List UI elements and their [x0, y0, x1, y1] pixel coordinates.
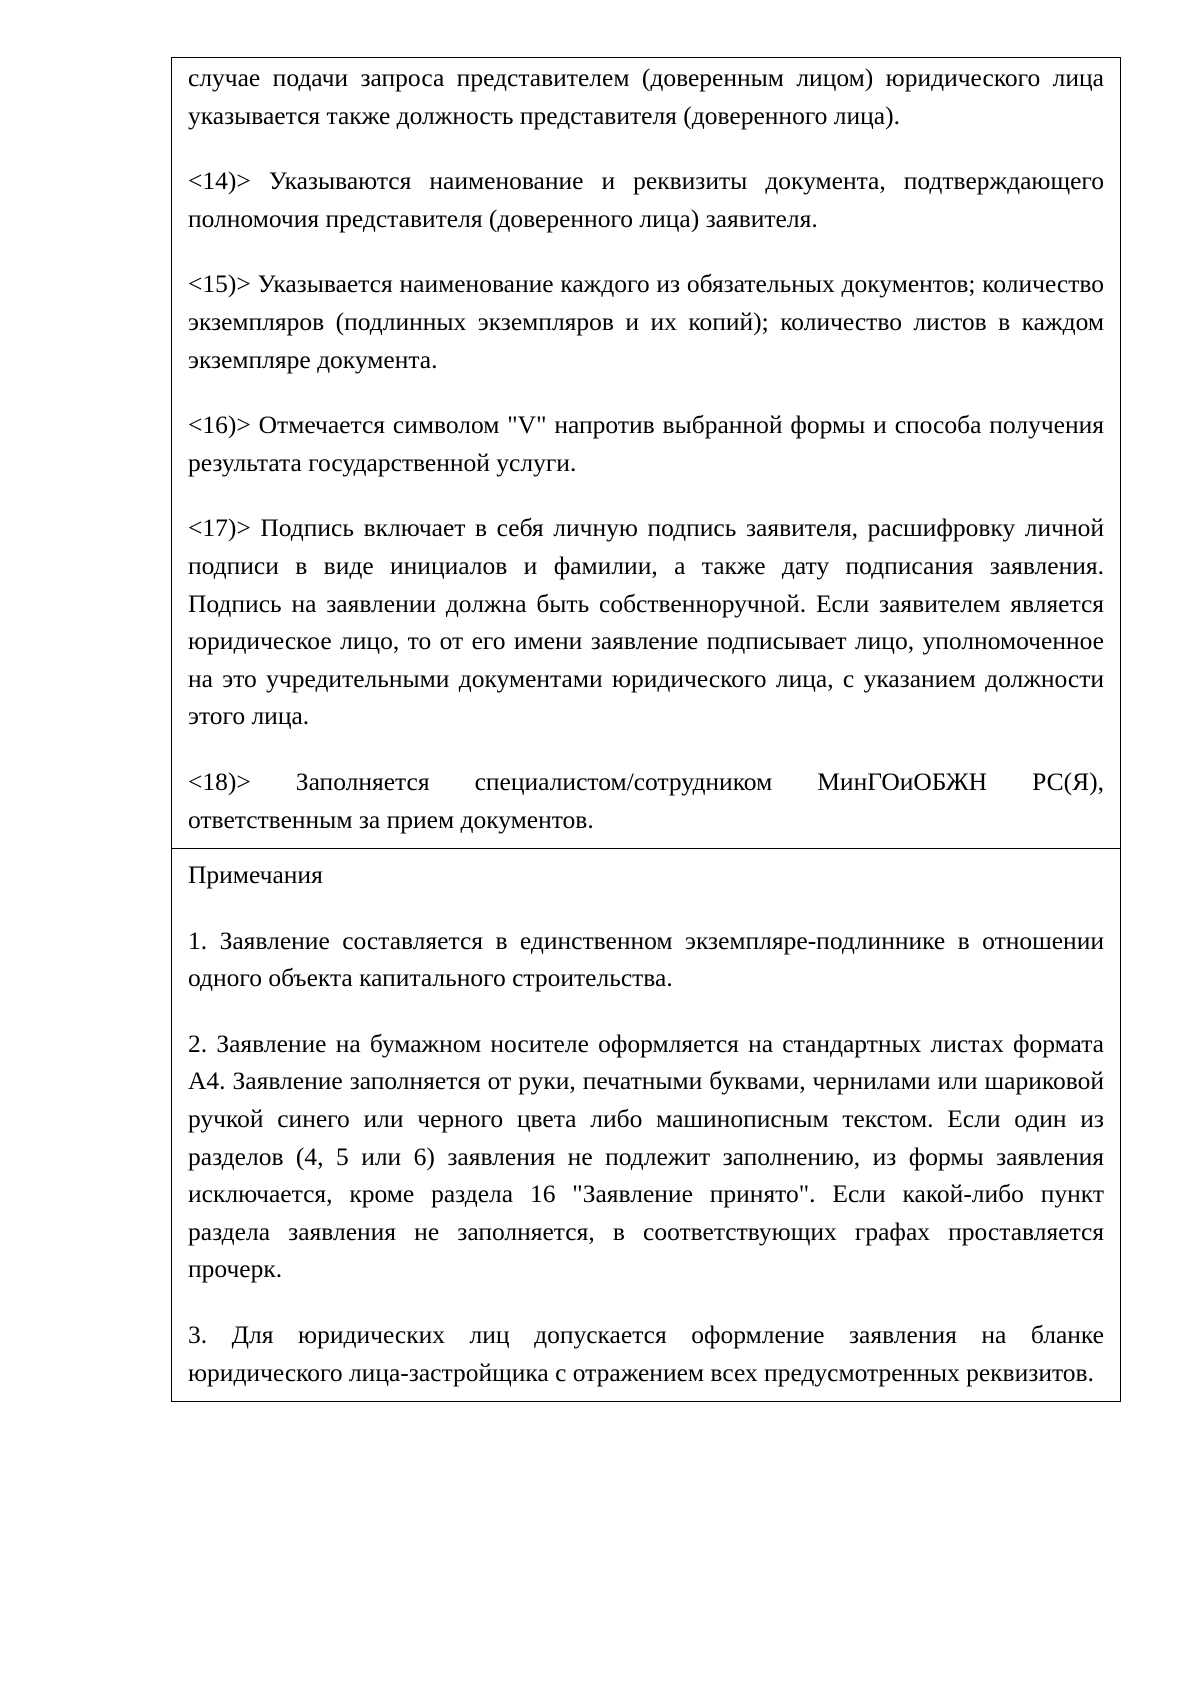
footnote-13-continuation: случае подачи запроса представителем (доверенным лицом) юридического лица указывается также должность представителя (доверенного лица).	[188, 63, 1104, 130]
footnote-15: <15)> Указывается наименование каждого из обязательных документов; количество экземпляров (подлинных экземпляров и их копий); количество листов в каждом экземпляре документа.	[188, 269, 1104, 374]
footnote-16: <16)> Отмечается символом "V" напротив выбранной формы и способа получения результата государственной услуги.	[188, 410, 1104, 477]
remark-item-1: 1. Заявление составляется в единственном экземпляре-подлиннике в отношении одного объекта капитального строительства.	[188, 925, 1104, 993]
footnotes-cell	[172, 58, 1120, 848]
remarks-cell	[172, 848, 1120, 1401]
remark-item-3: 3. Для юридических лиц допускается оформление заявления на бланке юридического лица-застройщика с отражением всех предусмотренных реквизитов.	[188, 1320, 1104, 1387]
remark-item-2: 2. Заявление на бумажном носителе оформляется на стандартных листах формата А4. Заявление заполняется от руки, печатными буквами, чернилами или шариковой ручкой синего или черного цвета либо машинописным текстом. Если один из разделов (4, 5 или 6) заявления не подлежит заполнению, из формы заявления исключается, кроме раздела 16 "Заявление принято". Если какой-либо пункт раздела заявления не заполняется, в соответствующих графах проставляется прочерк.	[188, 1028, 1104, 1284]
notes-table	[171, 57, 1121, 1402]
footnote-18: <18)> Заполняется специалистом/сотрудником МинГОиОБЖН РС(Я), ответственным за прием документов.	[188, 766, 1104, 834]
footnote-17: <17)> Подпись включает в себя личную подпись заявителя, расшифровку личной подписи в виде инициалов и фамилии, а также дату подписания заявления. Подпись на заявлении должна быть собственноручной. Если заявителем является юридическое лицо, то от его имени заявление подписывает лицо, уполномоченное на это учредительными документами юридического лица, с указанием должности этого лица.	[188, 513, 1104, 731]
remarks-heading: Примечания	[188, 860, 323, 890]
footnote-14: <14)> Указываются наименование и реквизиты документа, подтверждающего полномочия представителя (доверенного лица) заявителя.	[188, 166, 1104, 233]
